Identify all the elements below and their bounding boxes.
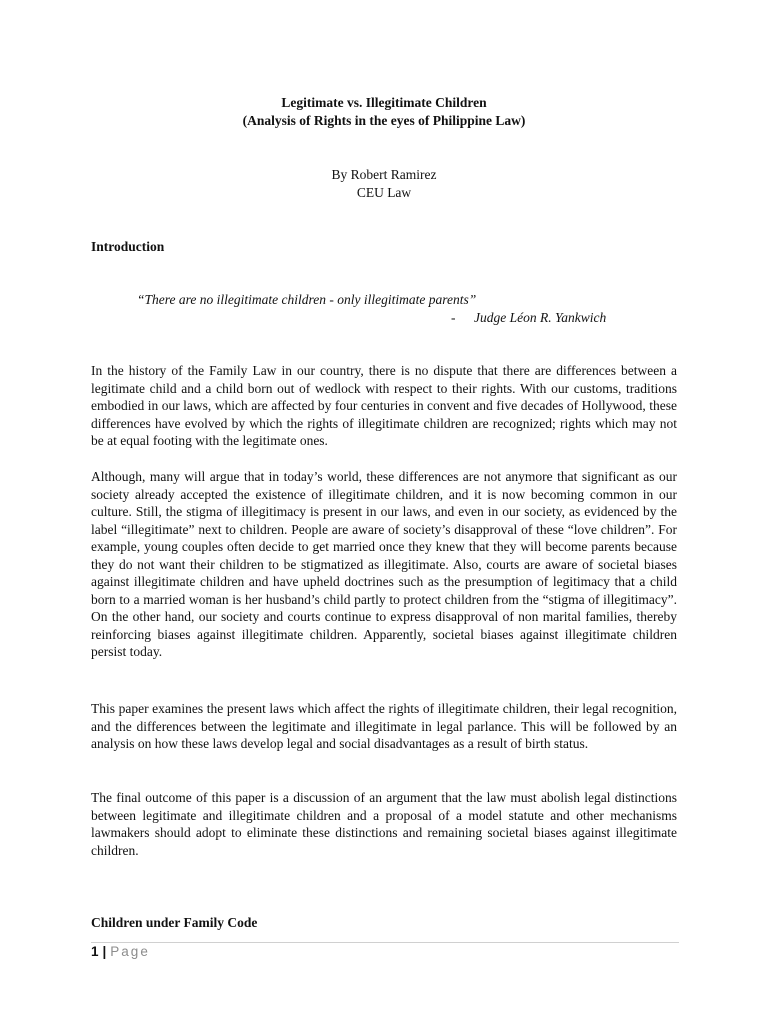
- epigraph-quote: “There are no illegitimate children - only illegitimate parents”: [137, 292, 477, 307]
- epigraph-author: Judge Léon R. Yankwich: [474, 310, 607, 325]
- paragraph-3: This paper examines the present laws which affect the rights of illegitimate children, their legal recognition, and the differences between the legitimate and illegitimate in legal parlance. This will be followed by an analysis on how these laws develop legal and social disadvantages as a result of birth status.: [91, 701, 677, 751]
- paragraph-2: Although, many will argue that in today’s world, these differences are not anymore that significant as our society already accepted the existence of illegitimate children, and it is now becoming common in our culture. Still, the stigma of illegitimacy is present in our laws, and even in our society, as evidenced by the label “illegitimate” next to children. People are aware of society’s disapproval of these “love children”. For example, young couples often decide to get married once they knew that they will become parents because they do not want their children to be stigmatized as illegitimate. Also, courts are aware of societal biases against illegitimate children and have upheld doctrines such as the presumption of legitimacy that a child born to a married woman is her husband’s child partly to protect children from the “stigma of illegitimacy”. On the other hand, our society and courts continue to express disapproval of non marital families, thereby reinforcing biases against illegitimate children. Apparently, societal biases against illegitimate children persist today.: [91, 469, 677, 659]
- section-heading-family-code: Children under Family Code: [91, 915, 258, 930]
- paragraph-4: The final outcome of this paper is a discussion of an argument that the law must abolish legal distinctions between legitimate and illegitimate children and a proposal of a model statute and other mechanisms lawmakers should adopt to eliminate these distinctions and remaining societal biases against illegitimate children.: [91, 790, 677, 858]
- page-footer: [91, 943, 150, 961]
- page-number: 1: [91, 944, 99, 959]
- footer-divider: [91, 942, 679, 943]
- page-label: Page: [110, 944, 150, 959]
- document-subtitle: (Analysis of Rights in the eyes of Philippine Law): [242, 113, 526, 128]
- epigraph-dash: -: [451, 310, 456, 325]
- document-title: Legitimate vs. Illegitimate Children: [281, 95, 487, 110]
- author-line: By Robert Ramirez: [331, 167, 437, 182]
- section-heading-introduction: Introduction: [91, 239, 165, 254]
- affiliation-line: CEU Law: [356, 185, 412, 200]
- paragraph-1: In the history of the Family Law in our country, there is no dispute that there are differences between a legitimate child and a child born out of wedlock with respect to their rights. With our customs, traditions embodied in our laws, which are affected by four centuries in convent and five decades of Hollywood, these differences have evolved by which the rights of illegitimate children are recognized; rights which may not be at equal footing with the legitimate ones.: [91, 363, 677, 448]
- footer-separator: |: [102, 944, 107, 959]
